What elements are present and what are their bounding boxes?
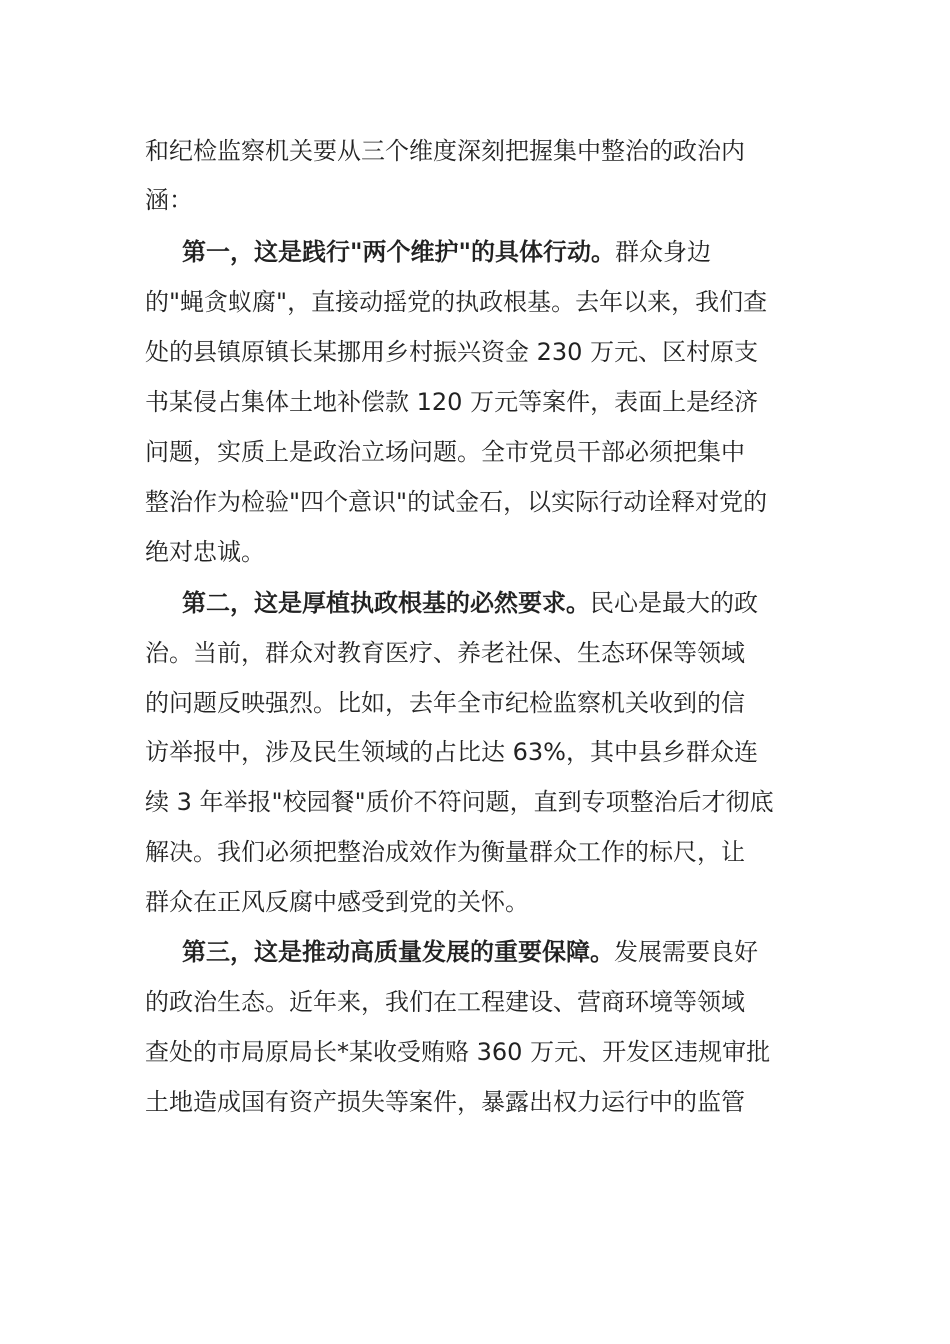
section-2-line: 续 3 年举报"校园餐"质价不符问题，直到专项整治后才彻底 bbox=[145, 788, 774, 816]
section-3-first-line bbox=[182, 935, 758, 969]
section-1-line: 处的县镇原镇长某挪用乡村振兴资金 230 万元、区村原支 bbox=[145, 338, 759, 366]
section-1-line: 书某侵占集体土地补偿款 120 万元等案件，表面上是经济 bbox=[145, 388, 759, 416]
section-3-line: 查处的市局原局长*某收受贿赂 360 万元、开发区违规审批 bbox=[145, 1038, 771, 1066]
section-2-text: 民心是最大的政 bbox=[590, 589, 758, 617]
section-2-line: 的问题反映强烈。比如，去年全市纪检监察机关收到的信 bbox=[145, 689, 745, 717]
section-2-line: 群众在正风反腐中感受到党的关怀。 bbox=[145, 888, 529, 916]
section-3-line: 土地造成国有资产损失等案件，暴露出权力运行中的监管 bbox=[145, 1088, 745, 1116]
intro-line-1: 和纪检监察机关要从三个维度深刻把握集中整治的政治内 bbox=[145, 137, 745, 165]
section-1-line: 的"蝇贪蚁腐"，直接动摇党的执政根基。去年以来，我们查 bbox=[145, 288, 768, 316]
section-2-first-line bbox=[182, 586, 758, 620]
intro-line-2: 涵： bbox=[145, 186, 193, 214]
section-1-line: 整治作为检验"四个意识"的试金石，以实际行动诠释对党的 bbox=[145, 488, 768, 516]
section-3-heading: 第三，这是推动高质量发展的重要保障。 bbox=[182, 938, 614, 966]
section-1-line: 问题，实质上是政治立场问题。全市党员干部必须把集中 bbox=[145, 438, 745, 466]
section-1-first-line bbox=[182, 235, 711, 269]
section-3-text: 发展需要良好 bbox=[614, 938, 758, 966]
section-3-line: 的政治生态。近年来，我们在工程建设、营商环境等领域 bbox=[145, 988, 745, 1016]
section-1-line: 绝对忠诚。 bbox=[145, 538, 265, 566]
section-2-line: 访举报中，涉及民生领域的占比达 63%，其中县乡群众连 bbox=[145, 738, 758, 766]
section-1-text: 群众身边 bbox=[615, 238, 712, 266]
section-2-line: 解决。我们必须把整治成效作为衡量群众工作的标尺，让 bbox=[145, 838, 745, 866]
section-1-heading: 第一，这是践行"两个维护"的具体行动。 bbox=[182, 238, 616, 266]
section-2-line: 治。当前，群众对教育医疗、养老社保、生态环保等领域 bbox=[145, 639, 745, 667]
section-2-heading: 第二，这是厚植执政根基的必然要求。 bbox=[182, 589, 590, 617]
